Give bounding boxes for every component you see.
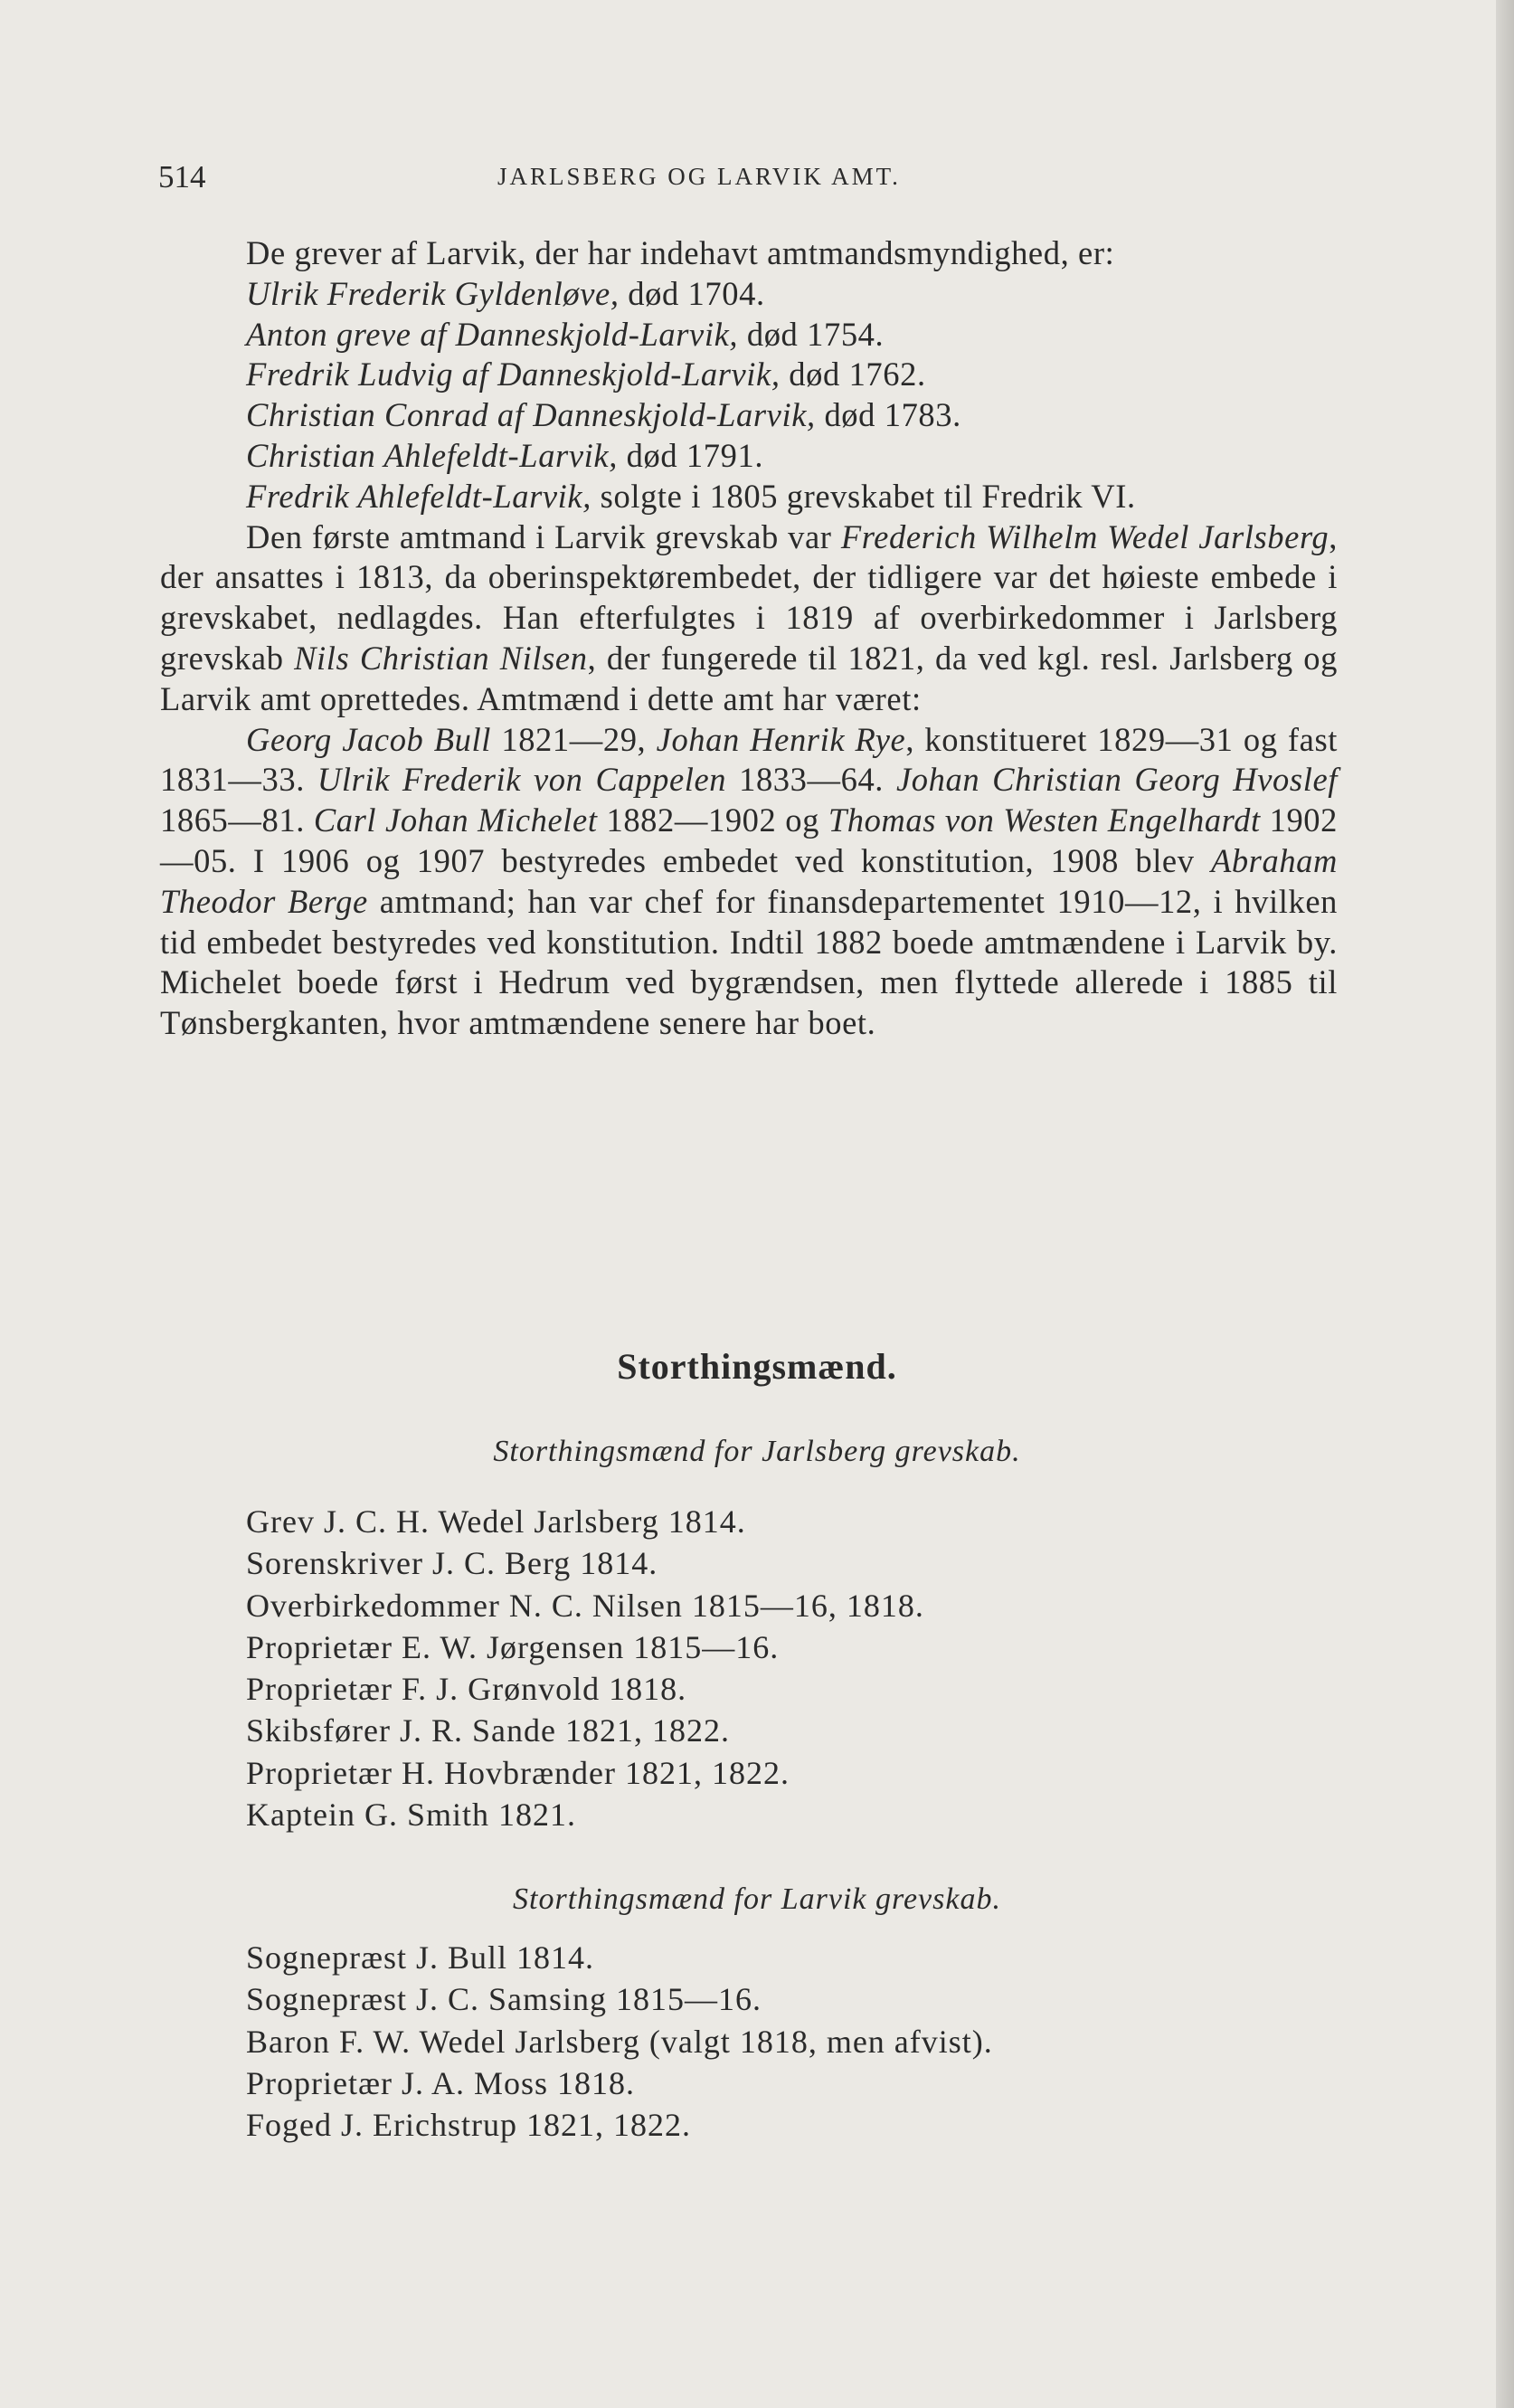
count-name: Fredrik Ahlefeldt-Larvik,	[246, 477, 591, 515]
list-item: Overbirkedommer N. C. Nilsen 1815—16, 1818.	[246, 1587, 924, 1624]
count-entry: Christian Conrad af Danneskjold-Larvik, død 1783.	[246, 396, 961, 434]
person-name: Carl Johan Michelet	[313, 801, 598, 839]
list-item: Proprietær E. W. Jørgensen 1815—16.	[246, 1628, 780, 1665]
list-item: Proprietær J. A. Moss 1818.	[246, 2064, 636, 2101]
person-name: Frederich Wilhelm Wedel Jarlsberg	[840, 517, 1329, 555]
page-number: 514	[158, 159, 206, 194]
list-item: Sorenskriver J. C. Berg 1814.	[246, 1545, 658, 1582]
person-name: Thomas von Westen Engelhardt	[828, 801, 1261, 839]
jarlsberg-members	[246, 1501, 924, 1835]
count-name: Christian Ahlefeldt-Larvik,	[246, 436, 618, 474]
count-name: Fredrik Ludvig af Danneskjold-Larvik,	[246, 356, 781, 393]
count-name: Ulrik Frederik Gyldenløve,	[246, 274, 620, 312]
larvik-heading: Storthingsmænd for Larvik grevskab.	[513, 1882, 1001, 1916]
person-name: Georg Jacob Bull	[246, 720, 491, 758]
person-name: Johan Christian Georg Hvoslef	[895, 761, 1338, 799]
count-entry: Christian Ahlefeldt-Larvik, død 1791.	[246, 436, 764, 474]
count-name: Christian Conrad af Danneskjold-Larvik,	[246, 396, 816, 434]
intro-paragraph: De grever af Larvik, der har indehavt amtmandsmyndighed, er:	[246, 234, 1115, 271]
person-name: Ulrik Frederik von Cappelen	[317, 761, 727, 799]
list-item: Baron F. W. Wedel Jarlsberg (valgt 1818, men afvist).	[246, 2023, 993, 2060]
amtmaend-paragraph: Georg Jacob Bull 1821—29, Johan Henrik Rye, konstitueret 1829—31 og fast 1831—33. Ulrik Frederik von Cappelen 1833—64. Johan Christian Georg Hvoslef 1865—81. Carl Johan Michelet 1882—1902 og Thomas von Westen Engelhardt 1902—05. I 1906 og 1907 bestyredes embedet ved konstitution, 1908 blev Abraham Theodor Berge amtmand; han var chef for finansdepartementet 1910—12, i hvilken tid embedet bestyredes ved konstitution. Indtil 1882 boede amtmændene i Larvik by. Michelet boede først i Hedrum ved bygrændsen, men flyttede allerede i 1885 til Tønsbergkanten, hvor amtmændene senere har boet.	[160, 720, 1338, 1042]
person-name: Nils Christian Nilsen	[294, 639, 588, 677]
jarlsberg-heading: Storthingsmænd for Jarlsberg grevskab.	[493, 1435, 1021, 1468]
list-item: Kaptein G. Smith 1821.	[246, 1797, 576, 1834]
list-item: Proprietær H. Hovbrænder 1821, 1822.	[246, 1754, 790, 1791]
person-name: Johan Henrik Rye	[656, 720, 906, 758]
page-header	[158, 159, 1334, 195]
count-entry: Fredrik Ludvig af Danneskjold-Larvik, død 1762.	[246, 356, 926, 393]
list-item: Proprietær F. J. Grønvold 1818.	[246, 1671, 687, 1708]
count-entry: Fredrik Ahlefeldt-Larvik, solgte i 1805 grevskabet til Fredrik VI.	[246, 477, 1136, 515]
counts-list	[160, 274, 1338, 517]
list-item: Sognepræst J. Bull 1814.	[246, 1939, 595, 1976]
section-title: Storthingsmænd.	[617, 1346, 897, 1387]
person-name: Abraham Theodor Berge	[160, 841, 1338, 920]
count-name: Anton greve af Danneskjold-Larvik,	[246, 315, 739, 353]
count-entry: Anton greve af Danneskjold-Larvik, død 1754.	[246, 315, 885, 353]
list-item: Sognepræst J. C. Samsing 1815—16.	[246, 1981, 762, 2018]
count-entry: Ulrik Frederik Gyldenløve, død 1704.	[246, 274, 765, 312]
running-title: JARLSBERG OG LARVIK AMT.	[497, 163, 901, 190]
list-item: Foged J. Erichstrup 1821, 1822.	[246, 2107, 691, 2144]
main-text	[160, 233, 1338, 1044]
list-item: Grev J. C. H. Wedel Jarlsberg 1814.	[246, 1503, 746, 1540]
page-edge	[1496, 0, 1514, 2408]
larvik-members	[246, 1937, 993, 2146]
first-amtmand-paragraph: Den første amtmand i Larvik grevskab var Frederich Wilhelm Wedel Jarlsberg, der ansattes i 1813, da oberinspektørembedet, der tidligere var det høieste embede i grevskabet, nedlagdes. Han efterfulgtes i 1819 af overbirkedommer i Jarlsberg grevskab Nils Christian Nilsen, der fungerede til 1821, da ved kgl. resl. Jarlsberg og Larvik amt oprettedes. Amtmænd i dette amt har været:	[160, 517, 1338, 717]
list-item: Skibsfører J. R. Sande 1821, 1822.	[246, 1712, 730, 1749]
